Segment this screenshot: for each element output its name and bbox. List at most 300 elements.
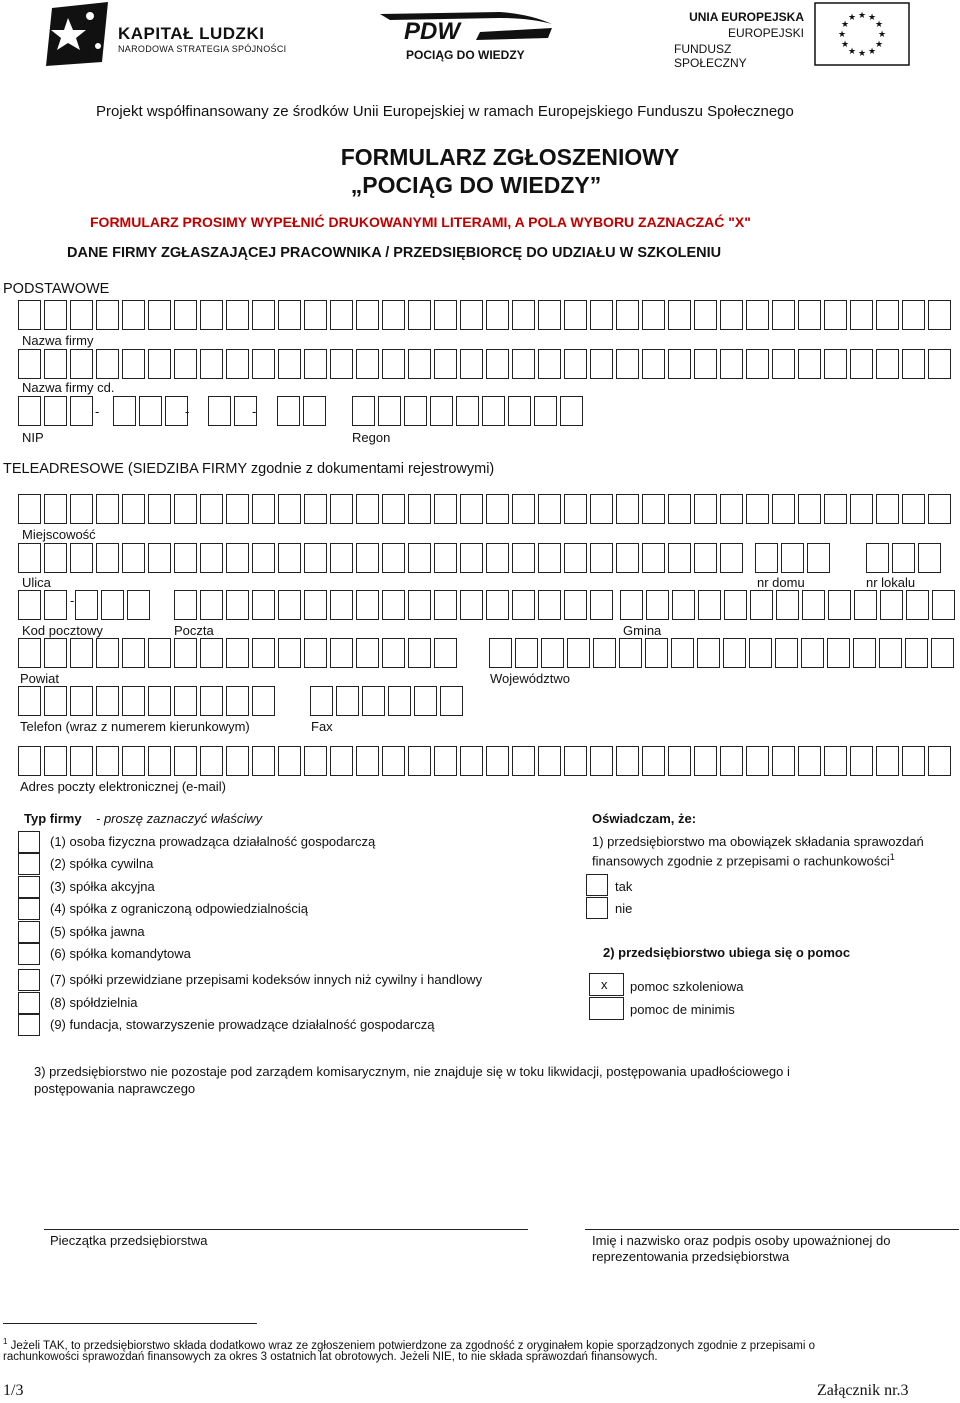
char-cell[interactable] bbox=[122, 300, 145, 330]
char-cell[interactable] bbox=[252, 349, 275, 379]
char-cell[interactable] bbox=[18, 746, 41, 776]
char-cell[interactable] bbox=[18, 638, 41, 668]
char-cell[interactable] bbox=[515, 638, 538, 668]
char-cell[interactable] bbox=[408, 494, 431, 524]
char-cell[interactable] bbox=[174, 746, 197, 776]
char-cell[interactable] bbox=[772, 300, 795, 330]
char-cell[interactable] bbox=[827, 638, 850, 668]
char-cell[interactable] bbox=[330, 494, 353, 524]
char-cell[interactable] bbox=[619, 638, 642, 668]
char-cell[interactable] bbox=[356, 590, 379, 620]
char-cell[interactable] bbox=[746, 300, 769, 330]
char-cell[interactable] bbox=[772, 349, 795, 379]
char-cell[interactable] bbox=[590, 590, 613, 620]
de-minimis-checkbox[interactable] bbox=[589, 997, 624, 1020]
char-cell[interactable] bbox=[304, 494, 327, 524]
char-cell[interactable] bbox=[148, 686, 171, 716]
char-cell[interactable] bbox=[122, 746, 145, 776]
char-cell[interactable] bbox=[434, 494, 457, 524]
char-cell[interactable] bbox=[434, 746, 457, 776]
char-cell[interactable] bbox=[226, 349, 249, 379]
char-cell[interactable] bbox=[802, 590, 825, 620]
char-cell[interactable] bbox=[460, 746, 483, 776]
char-cell[interactable] bbox=[226, 300, 249, 330]
char-cell[interactable] bbox=[772, 746, 795, 776]
char-cell[interactable] bbox=[560, 396, 583, 426]
char-cell[interactable] bbox=[148, 300, 171, 330]
char-cell[interactable] bbox=[127, 590, 150, 620]
char-cell[interactable] bbox=[489, 638, 512, 668]
phone-cells[interactable] bbox=[18, 686, 278, 716]
char-cell[interactable] bbox=[356, 638, 379, 668]
char-cell[interactable] bbox=[720, 349, 743, 379]
statements-no-checkbox[interactable] bbox=[586, 897, 608, 919]
char-cell[interactable] bbox=[330, 543, 353, 573]
char-cell[interactable] bbox=[101, 590, 124, 620]
char-cell[interactable] bbox=[434, 638, 457, 668]
char-cell[interactable] bbox=[434, 543, 457, 573]
char-cell[interactable] bbox=[746, 494, 769, 524]
char-cell[interactable] bbox=[70, 300, 93, 330]
char-cell[interactable] bbox=[724, 590, 747, 620]
char-cell[interactable] bbox=[408, 349, 431, 379]
county-cells[interactable] bbox=[18, 638, 460, 668]
char-cell[interactable] bbox=[486, 494, 509, 524]
char-cell[interactable] bbox=[646, 590, 669, 620]
char-cell[interactable] bbox=[304, 543, 327, 573]
char-cell[interactable] bbox=[590, 494, 613, 524]
company-type-checkbox[interactable] bbox=[18, 921, 40, 943]
char-cell[interactable] bbox=[564, 494, 587, 524]
char-cell[interactable] bbox=[226, 686, 249, 716]
char-cell[interactable] bbox=[642, 543, 665, 573]
char-cell[interactable] bbox=[620, 590, 643, 620]
char-cell[interactable] bbox=[642, 300, 665, 330]
char-cell[interactable] bbox=[616, 300, 639, 330]
char-cell[interactable] bbox=[304, 349, 327, 379]
char-cell[interactable] bbox=[70, 746, 93, 776]
char-cell[interactable] bbox=[512, 746, 535, 776]
char-cell[interactable] bbox=[44, 494, 67, 524]
char-cell[interactable] bbox=[278, 300, 301, 330]
char-cell[interactable] bbox=[96, 349, 119, 379]
char-cell[interactable] bbox=[18, 543, 41, 573]
statements-yes-checkbox[interactable] bbox=[586, 874, 608, 896]
char-cell[interactable] bbox=[931, 638, 954, 668]
char-cell[interactable] bbox=[798, 494, 821, 524]
char-cell[interactable] bbox=[460, 349, 483, 379]
char-cell[interactable] bbox=[148, 746, 171, 776]
char-cell[interactable] bbox=[880, 590, 903, 620]
char-cell[interactable] bbox=[642, 349, 665, 379]
char-cell[interactable] bbox=[174, 686, 197, 716]
char-cell[interactable] bbox=[304, 590, 327, 620]
char-cell[interactable] bbox=[538, 590, 561, 620]
char-cell[interactable] bbox=[70, 349, 93, 379]
char-cell[interactable] bbox=[174, 349, 197, 379]
char-cell[interactable] bbox=[278, 349, 301, 379]
char-cell[interactable] bbox=[122, 494, 145, 524]
char-cell[interactable] bbox=[694, 300, 717, 330]
char-cell[interactable] bbox=[512, 494, 535, 524]
char-cell[interactable] bbox=[876, 300, 899, 330]
char-cell[interactable] bbox=[564, 349, 587, 379]
char-cell[interactable] bbox=[200, 349, 223, 379]
char-cell[interactable] bbox=[70, 396, 93, 426]
char-cell[interactable] bbox=[18, 494, 41, 524]
char-cell[interactable] bbox=[382, 349, 405, 379]
char-cell[interactable] bbox=[382, 300, 405, 330]
char-cell[interactable] bbox=[414, 686, 437, 716]
char-cell[interactable] bbox=[928, 746, 951, 776]
char-cell[interactable] bbox=[902, 300, 925, 330]
char-cell[interactable] bbox=[564, 590, 587, 620]
char-cell[interactable] bbox=[18, 349, 41, 379]
char-cell[interactable] bbox=[200, 746, 223, 776]
char-cell[interactable] bbox=[781, 543, 804, 573]
char-cell[interactable] bbox=[356, 746, 379, 776]
char-cell[interactable] bbox=[96, 494, 119, 524]
char-cell[interactable] bbox=[750, 590, 773, 620]
char-cell[interactable] bbox=[541, 638, 564, 668]
company-type-checkbox[interactable] bbox=[18, 831, 40, 853]
postcode-cells-a[interactable] bbox=[18, 590, 70, 620]
char-cell[interactable] bbox=[850, 746, 873, 776]
city-cells[interactable] bbox=[18, 494, 954, 524]
char-cell[interactable] bbox=[486, 746, 509, 776]
char-cell[interactable] bbox=[382, 590, 405, 620]
char-cell[interactable] bbox=[174, 638, 197, 668]
char-cell[interactable] bbox=[70, 543, 93, 573]
char-cell[interactable] bbox=[564, 746, 587, 776]
char-cell[interactable] bbox=[200, 300, 223, 330]
char-cell[interactable] bbox=[252, 543, 275, 573]
char-cell[interactable] bbox=[44, 543, 67, 573]
char-cell[interactable] bbox=[850, 494, 873, 524]
char-cell[interactable] bbox=[876, 349, 899, 379]
char-cell[interactable] bbox=[460, 300, 483, 330]
char-cell[interactable] bbox=[906, 590, 929, 620]
char-cell[interactable] bbox=[850, 300, 873, 330]
char-cell[interactable] bbox=[382, 543, 405, 573]
char-cell[interactable] bbox=[434, 349, 457, 379]
char-cell[interactable] bbox=[668, 349, 691, 379]
char-cell[interactable] bbox=[200, 638, 223, 668]
char-cell[interactable] bbox=[512, 590, 535, 620]
char-cell[interactable] bbox=[798, 300, 821, 330]
company-type-checkbox[interactable] bbox=[18, 853, 40, 875]
char-cell[interactable] bbox=[590, 746, 613, 776]
char-cell[interactable] bbox=[200, 494, 223, 524]
char-cell[interactable] bbox=[174, 494, 197, 524]
char-cell[interactable] bbox=[798, 349, 821, 379]
char-cell[interactable] bbox=[408, 590, 431, 620]
postcode-cells-b[interactable] bbox=[75, 590, 153, 620]
char-cell[interactable] bbox=[404, 396, 427, 426]
char-cell[interactable] bbox=[456, 396, 479, 426]
char-cell[interactable] bbox=[720, 543, 743, 573]
char-cell[interactable] bbox=[460, 590, 483, 620]
char-cell[interactable] bbox=[512, 300, 535, 330]
commune-cells[interactable] bbox=[620, 590, 958, 620]
char-cell[interactable] bbox=[18, 300, 41, 330]
char-cell[interactable] bbox=[512, 543, 535, 573]
char-cell[interactable] bbox=[616, 349, 639, 379]
char-cell[interactable] bbox=[18, 686, 41, 716]
char-cell[interactable] bbox=[96, 686, 119, 716]
char-cell[interactable] bbox=[798, 746, 821, 776]
char-cell[interactable] bbox=[304, 746, 327, 776]
company-type-checkbox[interactable] bbox=[18, 898, 40, 920]
char-cell[interactable] bbox=[96, 543, 119, 573]
char-cell[interactable] bbox=[720, 494, 743, 524]
char-cell[interactable] bbox=[174, 300, 197, 330]
char-cell[interactable] bbox=[252, 746, 275, 776]
char-cell[interactable] bbox=[434, 590, 457, 620]
char-cell[interactable] bbox=[330, 746, 353, 776]
char-cell[interactable] bbox=[824, 349, 847, 379]
char-cell[interactable] bbox=[44, 300, 67, 330]
char-cell[interactable] bbox=[278, 494, 301, 524]
char-cell[interactable] bbox=[590, 543, 613, 573]
char-cell[interactable] bbox=[723, 638, 746, 668]
char-cell[interactable] bbox=[70, 638, 93, 668]
char-cell[interactable] bbox=[928, 349, 951, 379]
char-cell[interactable] bbox=[853, 638, 876, 668]
char-cell[interactable] bbox=[512, 349, 535, 379]
char-cell[interactable] bbox=[440, 686, 463, 716]
char-cell[interactable] bbox=[430, 396, 453, 426]
char-cell[interactable] bbox=[902, 746, 925, 776]
flat-number-cells[interactable] bbox=[866, 543, 944, 573]
char-cell[interactable] bbox=[226, 543, 249, 573]
char-cell[interactable] bbox=[18, 590, 41, 620]
char-cell[interactable] bbox=[801, 638, 824, 668]
char-cell[interactable] bbox=[382, 746, 405, 776]
char-cell[interactable] bbox=[148, 349, 171, 379]
char-cell[interactable] bbox=[200, 543, 223, 573]
char-cell[interactable] bbox=[642, 494, 665, 524]
char-cell[interactable] bbox=[876, 494, 899, 524]
char-cell[interactable] bbox=[482, 396, 505, 426]
char-cell[interactable] bbox=[122, 638, 145, 668]
char-cell[interactable] bbox=[226, 638, 249, 668]
char-cell[interactable] bbox=[122, 349, 145, 379]
char-cell[interactable] bbox=[564, 543, 587, 573]
char-cell[interactable] bbox=[866, 543, 889, 573]
char-cell[interactable] bbox=[304, 638, 327, 668]
char-cell[interactable] bbox=[824, 494, 847, 524]
company-type-checkbox[interactable] bbox=[18, 943, 40, 965]
char-cell[interactable] bbox=[854, 590, 877, 620]
char-cell[interactable] bbox=[668, 746, 691, 776]
char-cell[interactable] bbox=[278, 590, 301, 620]
char-cell[interactable] bbox=[828, 590, 851, 620]
char-cell[interactable] bbox=[44, 638, 67, 668]
company-type-checkbox[interactable] bbox=[18, 876, 40, 898]
char-cell[interactable] bbox=[918, 543, 941, 573]
char-cell[interactable] bbox=[850, 349, 873, 379]
char-cell[interactable] bbox=[905, 638, 928, 668]
char-cell[interactable] bbox=[698, 590, 721, 620]
char-cell[interactable] bbox=[567, 638, 590, 668]
char-cell[interactable] bbox=[694, 746, 717, 776]
char-cell[interactable] bbox=[694, 494, 717, 524]
company-type-checkbox[interactable] bbox=[18, 992, 40, 1014]
char-cell[interactable] bbox=[616, 543, 639, 573]
char-cell[interactable] bbox=[746, 746, 769, 776]
char-cell[interactable] bbox=[486, 349, 509, 379]
char-cell[interactable] bbox=[208, 396, 231, 426]
char-cell[interactable] bbox=[356, 300, 379, 330]
char-cell[interactable] bbox=[44, 686, 67, 716]
char-cell[interactable] bbox=[590, 349, 613, 379]
char-cell[interactable] bbox=[303, 396, 326, 426]
char-cell[interactable] bbox=[486, 300, 509, 330]
char-cell[interactable] bbox=[356, 494, 379, 524]
char-cell[interactable] bbox=[538, 746, 561, 776]
char-cell[interactable] bbox=[590, 300, 613, 330]
char-cell[interactable] bbox=[388, 686, 411, 716]
char-cell[interactable] bbox=[96, 638, 119, 668]
char-cell[interactable] bbox=[616, 494, 639, 524]
char-cell[interactable] bbox=[408, 746, 431, 776]
char-cell[interactable] bbox=[336, 686, 359, 716]
char-cell[interactable] bbox=[694, 543, 717, 573]
char-cell[interactable] bbox=[928, 300, 951, 330]
char-cell[interactable] bbox=[538, 300, 561, 330]
char-cell[interactable] bbox=[593, 638, 616, 668]
char-cell[interactable] bbox=[755, 543, 778, 573]
char-cell[interactable] bbox=[44, 396, 67, 426]
char-cell[interactable] bbox=[362, 686, 385, 716]
char-cell[interactable] bbox=[807, 543, 830, 573]
char-cell[interactable] bbox=[252, 638, 275, 668]
char-cell[interactable] bbox=[538, 349, 561, 379]
char-cell[interactable] bbox=[278, 543, 301, 573]
char-cell[interactable] bbox=[776, 590, 799, 620]
char-cell[interactable] bbox=[720, 746, 743, 776]
char-cell[interactable] bbox=[824, 300, 847, 330]
char-cell[interactable] bbox=[356, 349, 379, 379]
char-cell[interactable] bbox=[278, 746, 301, 776]
char-cell[interactable] bbox=[330, 349, 353, 379]
char-cell[interactable] bbox=[876, 746, 899, 776]
char-cell[interactable] bbox=[928, 494, 951, 524]
char-cell[interactable] bbox=[694, 349, 717, 379]
char-cell[interactable] bbox=[200, 590, 223, 620]
char-cell[interactable] bbox=[352, 396, 375, 426]
company-name-cells[interactable] bbox=[18, 300, 954, 330]
char-cell[interactable] bbox=[775, 638, 798, 668]
char-cell[interactable] bbox=[671, 638, 694, 668]
char-cell[interactable] bbox=[122, 543, 145, 573]
char-cell[interactable] bbox=[75, 590, 98, 620]
province-cells[interactable] bbox=[489, 638, 957, 668]
nip-cells[interactable] bbox=[18, 396, 329, 426]
char-cell[interactable] bbox=[96, 300, 119, 330]
char-cell[interactable] bbox=[408, 638, 431, 668]
char-cell[interactable] bbox=[902, 349, 925, 379]
char-cell[interactable] bbox=[378, 396, 401, 426]
char-cell[interactable] bbox=[226, 494, 249, 524]
char-cell[interactable] bbox=[330, 590, 353, 620]
char-cell[interactable] bbox=[932, 590, 955, 620]
regon-cells[interactable] bbox=[352, 396, 586, 426]
char-cell[interactable] bbox=[538, 494, 561, 524]
char-cell[interactable] bbox=[645, 638, 668, 668]
company-type-checkbox[interactable] bbox=[18, 969, 40, 991]
char-cell[interactable] bbox=[408, 543, 431, 573]
char-cell[interactable] bbox=[382, 494, 405, 524]
char-cell[interactable] bbox=[460, 494, 483, 524]
char-cell[interactable] bbox=[252, 300, 275, 330]
char-cell[interactable] bbox=[697, 638, 720, 668]
char-cell[interactable] bbox=[122, 686, 145, 716]
char-cell[interactable] bbox=[879, 638, 902, 668]
house-number-cells[interactable] bbox=[755, 543, 833, 573]
char-cell[interactable] bbox=[18, 396, 41, 426]
char-cell[interactable] bbox=[148, 638, 171, 668]
char-cell[interactable] bbox=[252, 494, 275, 524]
char-cell[interactable] bbox=[642, 746, 665, 776]
char-cell[interactable] bbox=[200, 686, 223, 716]
char-cell[interactable] bbox=[113, 396, 136, 426]
char-cell[interactable] bbox=[174, 543, 197, 573]
char-cell[interactable] bbox=[96, 746, 119, 776]
char-cell[interactable] bbox=[174, 590, 197, 620]
char-cell[interactable] bbox=[148, 494, 171, 524]
char-cell[interactable] bbox=[310, 686, 333, 716]
char-cell[interactable] bbox=[44, 349, 67, 379]
char-cell[interactable] bbox=[330, 300, 353, 330]
char-cell[interactable] bbox=[44, 590, 67, 620]
char-cell[interactable] bbox=[460, 543, 483, 573]
char-cell[interactable] bbox=[252, 590, 275, 620]
char-cell[interactable] bbox=[226, 590, 249, 620]
fax-cells[interactable] bbox=[310, 686, 466, 716]
char-cell[interactable] bbox=[252, 686, 275, 716]
char-cell[interactable] bbox=[616, 746, 639, 776]
char-cell[interactable] bbox=[668, 300, 691, 330]
char-cell[interactable] bbox=[44, 746, 67, 776]
char-cell[interactable] bbox=[408, 300, 431, 330]
char-cell[interactable] bbox=[70, 494, 93, 524]
char-cell[interactable] bbox=[668, 543, 691, 573]
char-cell[interactable] bbox=[564, 300, 587, 330]
char-cell[interactable] bbox=[277, 396, 300, 426]
char-cell[interactable] bbox=[139, 396, 162, 426]
char-cell[interactable] bbox=[746, 349, 769, 379]
char-cell[interactable] bbox=[538, 543, 561, 573]
char-cell[interactable] bbox=[534, 396, 557, 426]
char-cell[interactable] bbox=[824, 746, 847, 776]
char-cell[interactable] bbox=[278, 638, 301, 668]
char-cell[interactable] bbox=[508, 396, 531, 426]
char-cell[interactable] bbox=[356, 543, 379, 573]
char-cell[interactable] bbox=[382, 638, 405, 668]
char-cell[interactable] bbox=[749, 638, 772, 668]
char-cell[interactable] bbox=[486, 543, 509, 573]
company-name-cont-cells[interactable] bbox=[18, 349, 954, 379]
char-cell[interactable] bbox=[892, 543, 915, 573]
char-cell[interactable] bbox=[304, 300, 327, 330]
street-cells[interactable] bbox=[18, 543, 746, 573]
char-cell[interactable] bbox=[902, 494, 925, 524]
char-cell[interactable] bbox=[148, 543, 171, 573]
company-type-checkbox[interactable] bbox=[18, 1014, 40, 1036]
char-cell[interactable] bbox=[672, 590, 695, 620]
